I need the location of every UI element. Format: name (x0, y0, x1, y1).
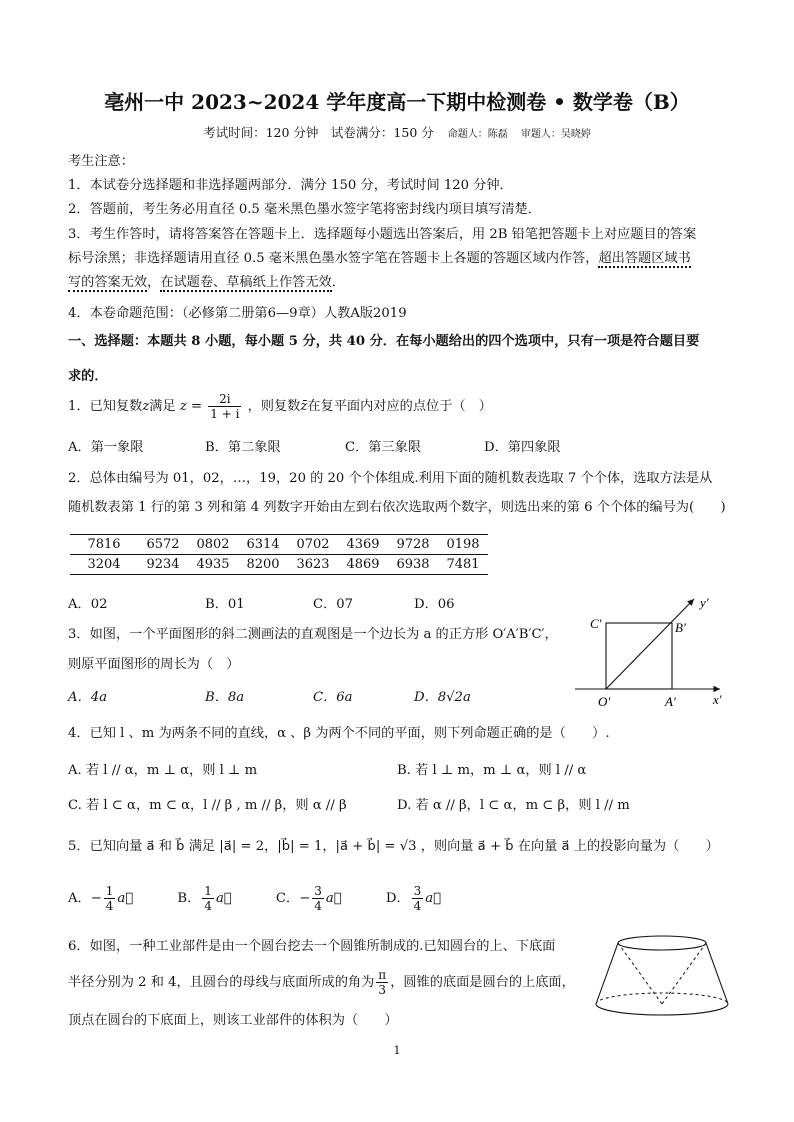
q1-option-c: C．第三象限 (345, 440, 422, 455)
q1-text: 满足 (149, 399, 176, 414)
q5-option-a (68, 884, 134, 913)
q1-eq: z = (179, 399, 203, 414)
author-info: 命题人：陈磊 审题人：吴晓婷 (447, 129, 591, 140)
q1-text: ，则复数 (247, 399, 301, 414)
table-row (70, 535, 488, 555)
q5-option-d (385, 884, 442, 913)
fraction-numerator: 3 (413, 884, 422, 898)
q2-option-c: C．07 (313, 597, 354, 612)
label-o: O′ (598, 694, 611, 709)
q1-text: 在复平面内对应的点位于（ ） (307, 399, 492, 414)
frustum-side-left (596, 943, 618, 1004)
q1-var: z (142, 399, 150, 414)
table-cell: 6314 (238, 535, 288, 555)
option-vector: a⃗ (425, 891, 442, 906)
table-cell: 0198 (438, 535, 488, 555)
q4-option-d: D. 若 α // β，l ⊂ α，m ⊂ β，则 l // m (397, 798, 630, 813)
notice-emphasis: 在试题卷、草稿纸上作答无效 (160, 275, 332, 290)
notice-item-4: 4．本卷命题范围：（必修第二册第6—9章）人教A版2019 (68, 306, 407, 321)
random-number-table (70, 534, 488, 575)
option-prefix: C． (275, 891, 300, 906)
q3-option-b: B．8a (205, 690, 245, 705)
frustum-side-right (706, 943, 728, 1004)
fraction-numerator: 2i (208, 392, 241, 407)
cone-side-right (662, 943, 706, 1004)
table-cell: 6938 (388, 555, 438, 575)
question-6-line2 (68, 968, 575, 998)
q1-option-d: D．第四象限 (484, 440, 561, 455)
q1-var: z̄ (300, 399, 308, 414)
notice-emphasis: 写的答案无效 (68, 275, 148, 290)
label-b: B′ (675, 620, 686, 635)
option-sign: − (299, 891, 311, 906)
table-cell: 9234 (138, 555, 188, 575)
section-heading-line2: 求的． (68, 369, 108, 384)
label-c: C′ (590, 616, 602, 631)
question-3-line2: 则原平面图形的周长为（ ） (68, 657, 240, 672)
table-cell: 0802 (188, 535, 238, 555)
table-cell: 9728 (388, 535, 438, 555)
option-sign: − (90, 891, 102, 906)
q3-option-c: C．6a (313, 690, 353, 705)
notice-text: 标号涂黑；非选择题请用直径 0.5 毫米黑色墨水签字笔在答题卡上各题的答题区域内作答， (68, 251, 599, 266)
table-cell: 0702 (288, 535, 338, 555)
notice-heading: 考生注意： (68, 154, 134, 169)
q1-fraction (208, 392, 241, 421)
fraction-denominator: 4 (314, 899, 322, 913)
q4-option-c: C. 若 l ⊂ α，m ⊂ α，l // β , m // β，则 α // β (68, 798, 347, 813)
option-prefix: B． (177, 891, 201, 906)
question-2-line2: 随机数表第 1 行的第 3 列和第 4 列数字开始由左到右依次选取两个数字，则选出来的第 6 个个体的编号为( ) (68, 500, 726, 515)
table-cell: 4369 (338, 535, 388, 555)
q3-option-d: D．8√2a (414, 690, 471, 705)
table-cell: 6572 (138, 535, 188, 555)
q5-option-c (275, 884, 342, 913)
fraction-denominator: 4 (413, 899, 422, 913)
q4-option-b: B. 若 l ⊥ m，m ⊥ α，则 l // α (397, 763, 587, 778)
notice-text: ， (147, 275, 161, 290)
exam-time-score: 考试时间：120 分钟 试卷满分：150 分 (203, 125, 434, 140)
top-ellipse (618, 936, 706, 950)
q6-text: ，圆锥的底面是圆台的上底面， (390, 975, 575, 990)
question-4-stem: 4．已知 l 、m 为两条不同的直线，α 、β 为两个不同的平面，则下列命题正确的是（ ）. (68, 726, 610, 741)
question-6-line1: 6．如图，一种工业部件是由一个圆台挖去一个圆锥所制成的.已知圆台的上、下底面 (68, 939, 556, 954)
fraction-numerator: π (378, 968, 387, 982)
fraction-denominator: 1 + i (210, 407, 240, 421)
bottom-ellipse-front (596, 1004, 728, 1015)
fraction-numerator: 1 (204, 884, 212, 898)
option-fraction (312, 884, 324, 913)
section-heading-line1: 一、选择题：本题共 8 小题，每小题 5 分，共 40 分．在每小题给出的四个选项中，只有一项是符合题目要 (68, 334, 700, 349)
frustum-figure (590, 930, 740, 1020)
fraction-numerator: 3 (314, 884, 322, 898)
notice-item-2: 2．答题前，考生务必用直径 0.5 毫米黑色墨水签字笔将密封线内项目填写清楚． (68, 202, 541, 217)
label-x: x′ (713, 692, 722, 707)
table-row (70, 555, 488, 575)
q2-option-a: A．02 (68, 597, 108, 612)
notice-item-3-line2 (68, 250, 691, 268)
table-cell: 7816 (70, 535, 138, 555)
option-fraction (104, 884, 116, 913)
question-5-stem: 5．已知向量 a⃗ 和 b⃗ 满足 |a⃗| = 2，|b⃗| = 1，|a⃗ + b⃗| = √3 ，则向量 a⃗ + b⃗ 在向量 a⃗ 上的投影向量为（ ） (68, 839, 719, 854)
option-vector: a⃗ (325, 891, 342, 906)
option-fraction (412, 884, 424, 913)
notice-emphasis: 超出答题区域书 (598, 251, 691, 266)
page-title: 亳州一中 2023~2024 学年度高一下期中检测卷 • 数学卷（B） (104, 90, 690, 114)
fraction-denominator: 3 (378, 983, 387, 997)
q3-option-a: A．4a (68, 690, 107, 705)
option-fraction (202, 884, 214, 913)
notice-item-3-line3 (68, 274, 345, 292)
notice-item-1: 1．本试卷分选择题和非选择题两部分．满分 150 分，考试时间 120 分钟． (68, 178, 513, 193)
oblique-square-figure (570, 590, 730, 712)
question-2-line1: 2．总体由编号为 01，02，…，19，20 的 20 个个体组成.利用下面的随机数表选取 7 个个体，选取方法是从 (68, 471, 713, 486)
q4-option-a: A. 若 l // α，m ⊥ α，则 l ⊥ m (68, 763, 258, 778)
question-6-line3: 顶点在圆台的下底面上，则该工业部件的体积为（ ） (68, 1013, 398, 1028)
q1-text: 1．已知复数 (68, 399, 143, 414)
option-vector: a⃗ (215, 891, 232, 906)
table-cell: 4935 (188, 555, 238, 575)
table-cell: 7481 (438, 555, 488, 575)
table-cell: 3204 (70, 555, 138, 575)
q5-option-b (177, 884, 232, 913)
page-number: 1 (393, 1044, 401, 1057)
label-a: A′ (665, 694, 676, 709)
fraction-denominator: 4 (204, 899, 212, 913)
y-axis (606, 599, 694, 689)
table-cell: 3623 (288, 555, 338, 575)
q1-option-b: B．第二象限 (205, 440, 281, 455)
fraction-numerator: 1 (105, 884, 114, 898)
q2-option-d: D．06 (414, 597, 455, 612)
q1-option-a: A．第一象限 (68, 440, 144, 455)
q6-text: 半径分别为 2 和 4，且圆台的母线与底面所成的角为 (68, 975, 375, 990)
q6-fraction (376, 968, 388, 997)
question-1-stem (68, 392, 492, 422)
notice-item-3-line1: 3．考生作答时，请将答案答在答题卡上．选择题每小题选出答案后，用 2B 铅笔把答题卡上对应题目的答案 (68, 227, 697, 242)
q5-options (68, 882, 441, 916)
option-prefix: A． (68, 891, 91, 906)
option-vector: a⃗ (117, 891, 134, 906)
q2-option-b: B．01 (205, 597, 245, 612)
label-y: y′ (700, 595, 709, 610)
fraction-denominator: 4 (105, 899, 114, 913)
question-3-line1: 3．如图，一个平面图形的斜二测画法的直观图是一个边长为 a 的正方形 O′A′B′C′， (68, 627, 558, 642)
table-cell: 8200 (238, 555, 288, 575)
bottom-ellipse-back (596, 993, 728, 1004)
notice-text: ． (331, 275, 345, 290)
option-prefix: D． (385, 891, 410, 906)
exam-info (0, 123, 794, 141)
table-cell: 4869 (338, 555, 388, 575)
